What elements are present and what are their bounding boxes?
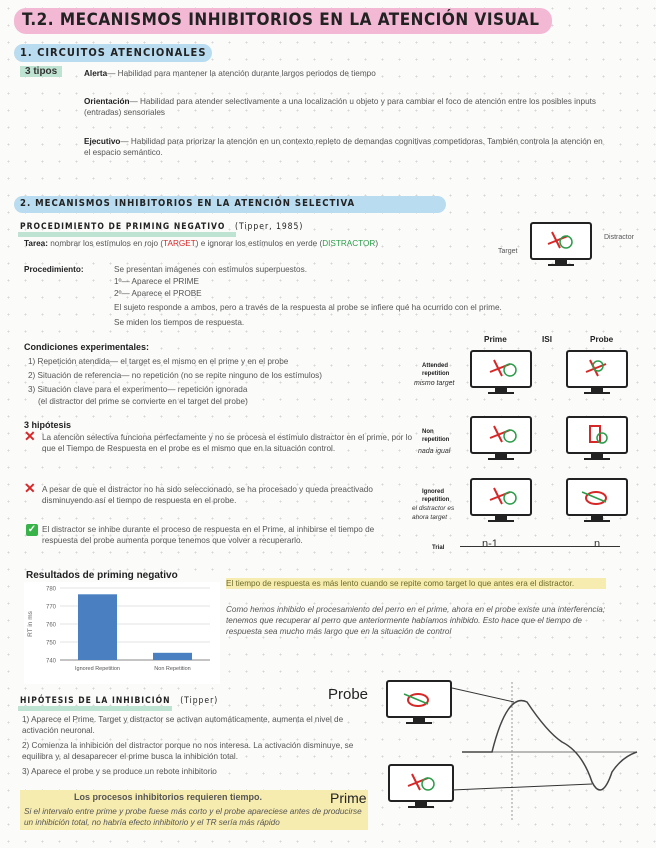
row-note-non: nada igual	[418, 448, 451, 455]
note-title: Los procesos inhibitorios requieren tiempo.	[74, 792, 263, 802]
bar-ignored-repetition	[78, 594, 117, 660]
probe-monitor-non	[566, 416, 628, 460]
check-mark-icon: ✓	[27, 524, 37, 535]
row-label-ignored: Ignored repetition	[422, 489, 450, 503]
trial-label: Trial	[432, 545, 445, 551]
conditions-title: Condiciones experimentales:	[24, 342, 150, 352]
inhib-line-2: 3) Aparece el probe y se produce un rebote inhibitorio	[22, 767, 217, 776]
distractor-label: Distractor	[604, 234, 634, 241]
sub3-underline	[18, 706, 172, 711]
trial-n: n	[594, 538, 601, 550]
proc-line-1: 1º— Aparece el PRIME	[114, 277, 199, 286]
ejecutivo-text: — Habilidad para priorizar la atención en un contexto repleto de demandas cognitivas competidoras. También controla la atención en el espacio semántico.	[84, 137, 603, 157]
example-monitor	[530, 222, 592, 266]
target-word: TARGET	[163, 239, 196, 248]
prime-monitor-non	[470, 416, 532, 460]
chart-title: Resultados de priming negativo	[26, 570, 178, 581]
results-chart	[24, 582, 220, 684]
row-note-attended: mismo target	[414, 380, 455, 387]
page-title: T.2. MECANISMOS INHIBITORIOS EN LA ATENCIÓN VISUAL	[22, 10, 540, 30]
note-text: Si el intervalo entre prime y probe fuese más corto y el probe apareciese antes de producirse un inhibición total, no habría efecto inhibitorio y el TR sería más rápido	[24, 807, 362, 827]
y-tick-label: 770	[45, 604, 56, 611]
target-label: Target	[498, 248, 518, 255]
sub1-heading	[20, 222, 303, 232]
results-highlight-text: El tiempo de respuesta es más lento cuando se repite como target lo que antes era el distractor.	[226, 578, 606, 589]
prime-label: Prime	[330, 790, 367, 806]
col-prime: Prime	[484, 335, 507, 344]
alerta-item	[84, 68, 604, 79]
results-explanation: Como hemos inhibido el procesamiento del perro en el prime, ahora en el probe existe una interferencia; tenemos que recuperar al perro que anteriormente habíamos inhibido. Esto hace que el tiempo de respuesta sea mucho más largo que en la situación de control	[226, 605, 606, 636]
col-probe: Probe	[590, 335, 614, 344]
proc-line-2: 2º— Aparece el PROBE	[114, 289, 202, 298]
cond-line-3: (el distractor del prime se convierte en el target del probe)	[38, 397, 248, 406]
y-tick-label: 760	[45, 622, 56, 629]
cond-line-0: 1) Repetición atendida— el target es el mismo en el prime y en el probe	[28, 357, 289, 366]
probe-label: Probe	[328, 686, 369, 703]
row-note-ignored: el distractor es ahora target	[412, 505, 455, 521]
row-label-attended: Attended repetition	[422, 363, 450, 377]
types-tag: 3 tipos	[20, 66, 62, 77]
proc-line-4: Se miden los tiempos de respuesta.	[114, 318, 245, 327]
bar-non-repetition	[153, 653, 192, 660]
y-tick-label: 780	[45, 586, 56, 593]
tarea-text-b: ) e ignorar los estímulos en verde (	[195, 239, 323, 248]
ejecutivo-term: Ejecutivo	[84, 137, 121, 146]
y-tick-label: 740	[45, 658, 56, 665]
y-axis-label: RT in ms	[27, 611, 34, 637]
hyp-2: El distractor se inhibe durante el proceso de respuesta en el Prime, al inhibirse el tiempo de respuesta del probe aumenta porque tenemos que volver a recuperarlo.	[42, 525, 375, 545]
x-tick-label: Non Repetition	[154, 666, 191, 672]
tarea-label: Tarea:	[24, 239, 48, 248]
cond-line-1: 2) Situación de referencia— no repetición (no se repite ninguno de los estímulos)	[28, 371, 323, 380]
prime-monitor-attended	[470, 350, 532, 394]
orientacion-term: Orientación	[84, 97, 130, 106]
procedimiento-label: Procedimiento:	[24, 265, 84, 274]
section2-heading: 2. MECANISMOS INHIBITORIOS EN LA ATENCIÓN SELECTIVA	[20, 198, 356, 209]
hyp-0: La atención selectiva funciona perfectamente y no se procesa el estímulo distractor en el prime, por lo que el Tiempo de Respuesta en el probe es el mismo que en la situación control.	[42, 433, 413, 453]
proc-line-0: Se presentan imágenes con estímulos superpuestos.	[114, 265, 307, 274]
x-mark-icon: ✕	[24, 480, 36, 496]
tarea-line	[24, 238, 504, 249]
distractor-word: DISTRACTOR	[322, 239, 376, 248]
orientacion-item	[84, 96, 604, 118]
sub1-title: PROCEDIMIENTO DE PRIMING NEGATIVO	[20, 222, 226, 232]
row-label-non: Non repetition	[422, 429, 450, 443]
cond-line-2: 3) Situación clave para el experimento— repetición ignorada	[28, 385, 248, 394]
tarea-text-a: nombrar los estímulos en rojo (	[50, 239, 164, 248]
section3-ref: (Tipper)	[180, 696, 219, 706]
hypotheses-title: 3 hipótesis	[24, 420, 72, 430]
probe-monitor-inhibition	[386, 680, 452, 724]
sub1-ref: (Tipper, 1985)	[235, 222, 304, 232]
inhib-line-0: 1) Aparece el Prime. Target y distractor se activan automáticamente, aumenta el nivel de activación neuronal.	[22, 715, 344, 735]
orientacion-text: — Habilidad para atender selectivamente a una localización u objeto y para cambiar el foco de atención entre los posibles inputs (entradas) sensoriales	[84, 97, 597, 117]
proc-line-3: El sujeto responde a ambos, pero a través de la respuesta al probe se infiere qué ha ocurrido con el prime.	[114, 303, 502, 312]
activation-curve-diagram	[452, 672, 642, 832]
trial-n1: n-1	[482, 538, 498, 550]
hyp-1: A pesar de que el distractor no ha sido seleccionado, se ha procesado y queda preactivado disminuyendo así el tiempo de respuesta en el probe.	[42, 485, 373, 505]
section3-title: HIPÓTESIS DE LA INHIBICIÓN	[20, 696, 171, 706]
inhib-line-1: 2) Comienza la inhibición del distractor porque no nos interesa. La activación disminuye, se equilibra y, al desaparecer el prime busca la inhibición total.	[22, 741, 354, 761]
alerta-text: — Habilidad para mantener la atención durante largos periodos de tiempo	[107, 69, 376, 78]
alerta-term: Alerta	[84, 69, 108, 78]
probe-monitor-ignored	[566, 478, 628, 522]
sub1-underline	[18, 232, 236, 237]
ejecutivo-item	[84, 136, 604, 158]
probe-monitor-attended	[566, 350, 628, 394]
col-isi: ISI	[542, 335, 553, 344]
section3-heading	[20, 696, 218, 706]
tarea-text-c: )	[375, 239, 379, 248]
x-mark-icon: ✕	[24, 428, 36, 444]
y-tick-label: 750	[45, 640, 56, 647]
x-tick-label: Ignored Repetition	[75, 666, 120, 672]
section1-heading: 1. CIRCUITOS ATENCIONALES	[20, 46, 207, 59]
prime-monitor-ignored	[470, 478, 532, 522]
prime-monitor-inhibition	[388, 764, 454, 808]
